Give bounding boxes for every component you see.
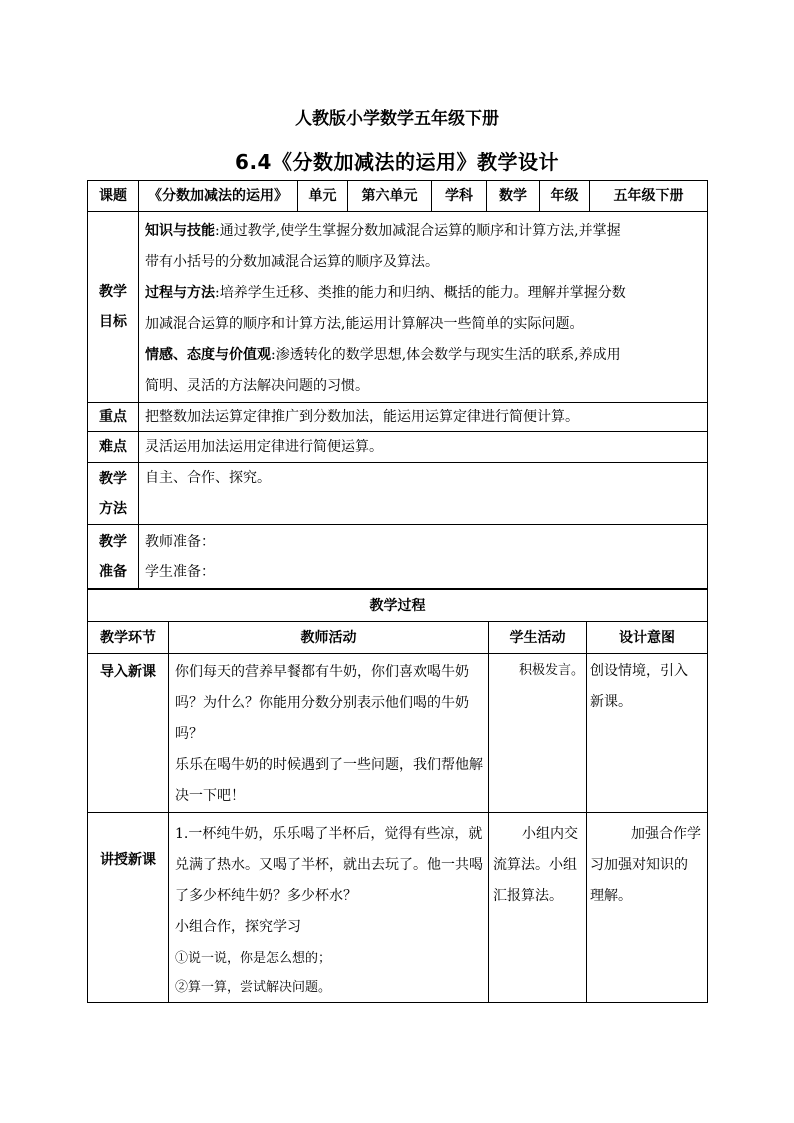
intro-teacher-line: 你们每天的营养早餐都有牛奶，你们喜欢喝牛奶 [175,664,469,680]
lecture-teacher-line: 了多少杯纯牛奶？多少杯水？ [175,888,357,904]
intro-teacher-line: 吗？ [175,726,203,742]
process-title: 教学过程 [88,590,708,622]
prep-teacher: 教师准备： [145,534,215,550]
emotion-heading: 情感、态度与价值观 [145,347,271,363]
lecture-student-line: 小组内交 [522,826,578,842]
topic-value: 《分数加减法的运用》 [139,181,298,212]
intro-student-line: 积极发言。 [518,663,584,678]
topic-label: 课题 [88,181,139,212]
process-heading: 过程与方法 [145,285,215,301]
knowledge-heading: 知识与技能 [145,223,215,239]
lecture-teacher-line: 1.一杯纯牛奶，乐乐喝了半杯后，觉得有些凉，就 [175,826,483,842]
difficulty-text: 灵活运用加法运用定律进行简便运算。 [139,432,708,463]
lecture-teacher-line: ①说一说，你是怎么想的； [175,951,332,966]
intro-student-cell [489,654,587,813]
lecture-teacher-cell [169,813,489,1003]
grade-label: 年级 [540,181,590,212]
lecture-student-cell [489,813,587,1003]
stage-lecture: 讲授新课 [88,813,169,1003]
goals-label-1: 教学 [99,284,127,300]
col-intent: 设计意图 [587,622,708,654]
goals-content [139,212,708,403]
emotion-text-1: :渗透转化的数学思想,体会数学与现实生活的联系,养成用 [271,347,621,363]
prep-label [88,525,139,589]
intro-teacher-line: 决一下吧！ [175,788,245,804]
prep-label-1: 教学 [99,533,127,550]
subject-value: 数学 [487,181,540,212]
difficulty-label: 难点 [88,432,139,463]
lecture-intent-line: 加强合作学 [631,826,701,842]
lecture-student-line: 流算法。小组 [493,857,577,873]
intro-intent-cell [587,654,708,813]
unit-label: 单元 [298,181,348,212]
col-stage: 教学环节 [88,622,169,654]
intro-teacher-line: 乐乐在喝牛奶的时候遇到了一些问题，我们帮他解 [175,757,483,773]
prep-label-2: 准备 [99,563,127,580]
col-teacher: 教师活动 [169,622,489,654]
knowledge-text-2: 带有小括号的分数加减混合运算的顺序及算法。 [145,254,439,270]
subject-label: 学科 [432,181,487,212]
prep-student: 学生准备： [145,564,215,580]
lecture-student-line: 汇报算法。 [493,888,563,904]
process-text-2: 加减混合运算的顺序和计算方法,能运用计算解决一些简单的实际问题。 [145,316,584,332]
unit-value: 第六单元 [348,181,432,212]
process-text-1: :培养学生迁移、类推的能力和归纳、概括的能力。理解并掌握分数 [215,285,626,301]
intro-intent-line: 创设情境，引入 [590,663,688,679]
lecture-intent-line: 习加强对知识的 [590,857,688,873]
intro-intent-line: 新课。 [590,694,632,710]
intro-teacher-line: 吗？为什么？你能用分数分别表示他们喝的牛奶 [175,695,469,711]
knowledge-text-1: :通过教学,使学生掌握分数加减混合运算的顺序和计算方法,并掌握 [215,223,621,239]
lecture-intent-cell [587,813,708,1003]
emotion-text-2: 简明、灵活的方法解决问题的习惯。 [145,378,369,394]
key-point-label: 重点 [88,403,139,432]
lecture-teacher-line: 兑满了热水。又喝了半杯，就出去玩了。他一共喝 [175,857,483,873]
goals-label [88,212,139,403]
lecture-teacher-line: ②算一算，尝试解决问题。 [175,980,332,995]
stage-intro: 导入新课 [88,654,169,813]
grade-value: 五年级下册 [590,181,708,212]
col-student: 学生活动 [489,622,587,654]
process-table [87,589,708,1003]
goals-label-2: 目标 [99,314,127,330]
key-point-text: 把整数加法运算定律推广到分数加法，能运用运算定律进行简便计算。 [139,403,708,432]
method-text: 自主、合作、探究。 [139,463,708,525]
prep-content [139,525,708,589]
method-label-1: 教学 [99,470,127,487]
lecture-teacher-line: 小组合作，探究学习 [175,919,301,935]
document-title: 人教版小学数学五年级下册 [295,109,499,129]
intro-teacher-cell [169,654,489,813]
method-label-2: 方法 [99,500,127,517]
method-label [88,463,139,525]
document-subtitle: 6.4《分数加减法的运用》教学设计 [235,150,559,174]
info-table [87,180,708,589]
lecture-intent-line: 理解。 [590,888,632,904]
